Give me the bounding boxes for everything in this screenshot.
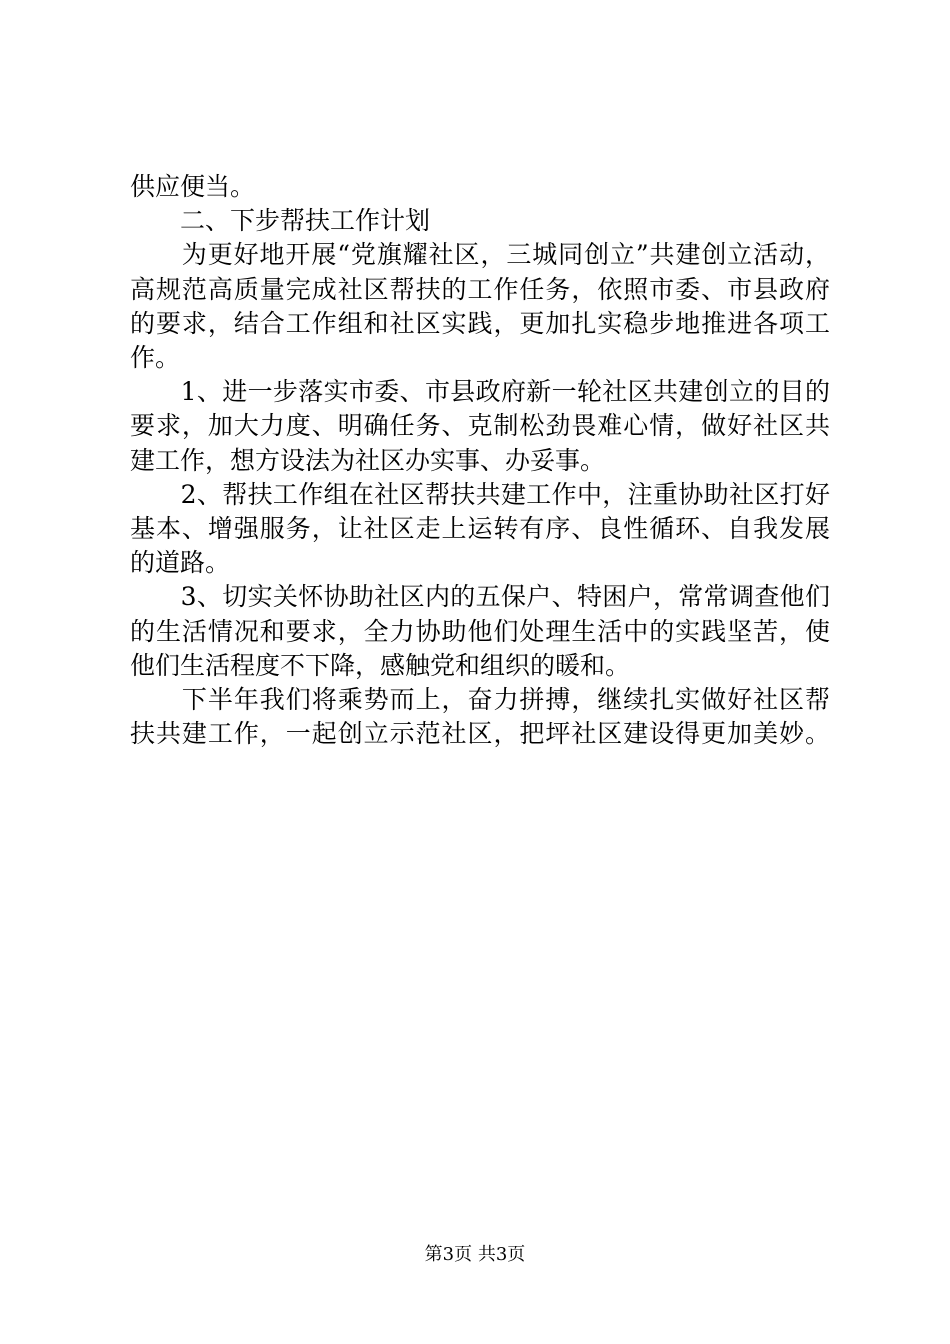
page-number-footer: 第3页 共3页 xyxy=(424,1244,526,1265)
text-line: 供应便当。 xyxy=(130,172,256,201)
text-line: 作。 xyxy=(130,343,181,373)
text-line: 1、进一步落实市委、市县政府新一轮社区共建创立的目的 xyxy=(130,377,830,407)
text-line: 的道路。 xyxy=(130,548,231,578)
text-line: 3、切实关怀协助社区内的五保户、特困户，常常调查他们 xyxy=(130,582,830,612)
text-line: 为更好地开展“党旗耀社区，三城同创立”共建创立活动， xyxy=(130,240,830,270)
text-line: 下半年我们将乘势而上，奋力拼搏，继续扎实做好社区帮 xyxy=(130,685,830,715)
text-line: 建工作，想方设法为社区办实事、办妥事。 xyxy=(130,445,606,475)
text-line: 的生活情况和要求，全力协助他们处理生活中的实践坚苦，使 xyxy=(130,616,830,646)
text-line: 要求，加大力度、明确任务、克制松劲畏难心情，做好社区共 xyxy=(130,411,830,441)
section-heading: 二、下步帮扶工作计划 xyxy=(130,206,431,236)
document-body xyxy=(130,170,830,751)
text-line: 的要求，结合工作组和社区实践，更加扎实稳步地推进各项工 xyxy=(130,308,830,338)
text-line: 基本、增强服务，让社区走上运转有序、良性循环、自我发展 xyxy=(130,514,830,544)
text-line: 他们生活程度不下降，感触党和组织的暖和。 xyxy=(130,650,631,680)
text-line: 高规范高质量完成社区帮扶的工作任务，依照市委、市县政府 xyxy=(130,274,830,304)
text-line: 扶共建工作，一起创立示范社区，把坪社区建设得更加美妙。 xyxy=(130,719,830,749)
text-line: 2、帮扶工作组在社区帮扶共建工作中，注重协助社区打好 xyxy=(130,479,830,509)
